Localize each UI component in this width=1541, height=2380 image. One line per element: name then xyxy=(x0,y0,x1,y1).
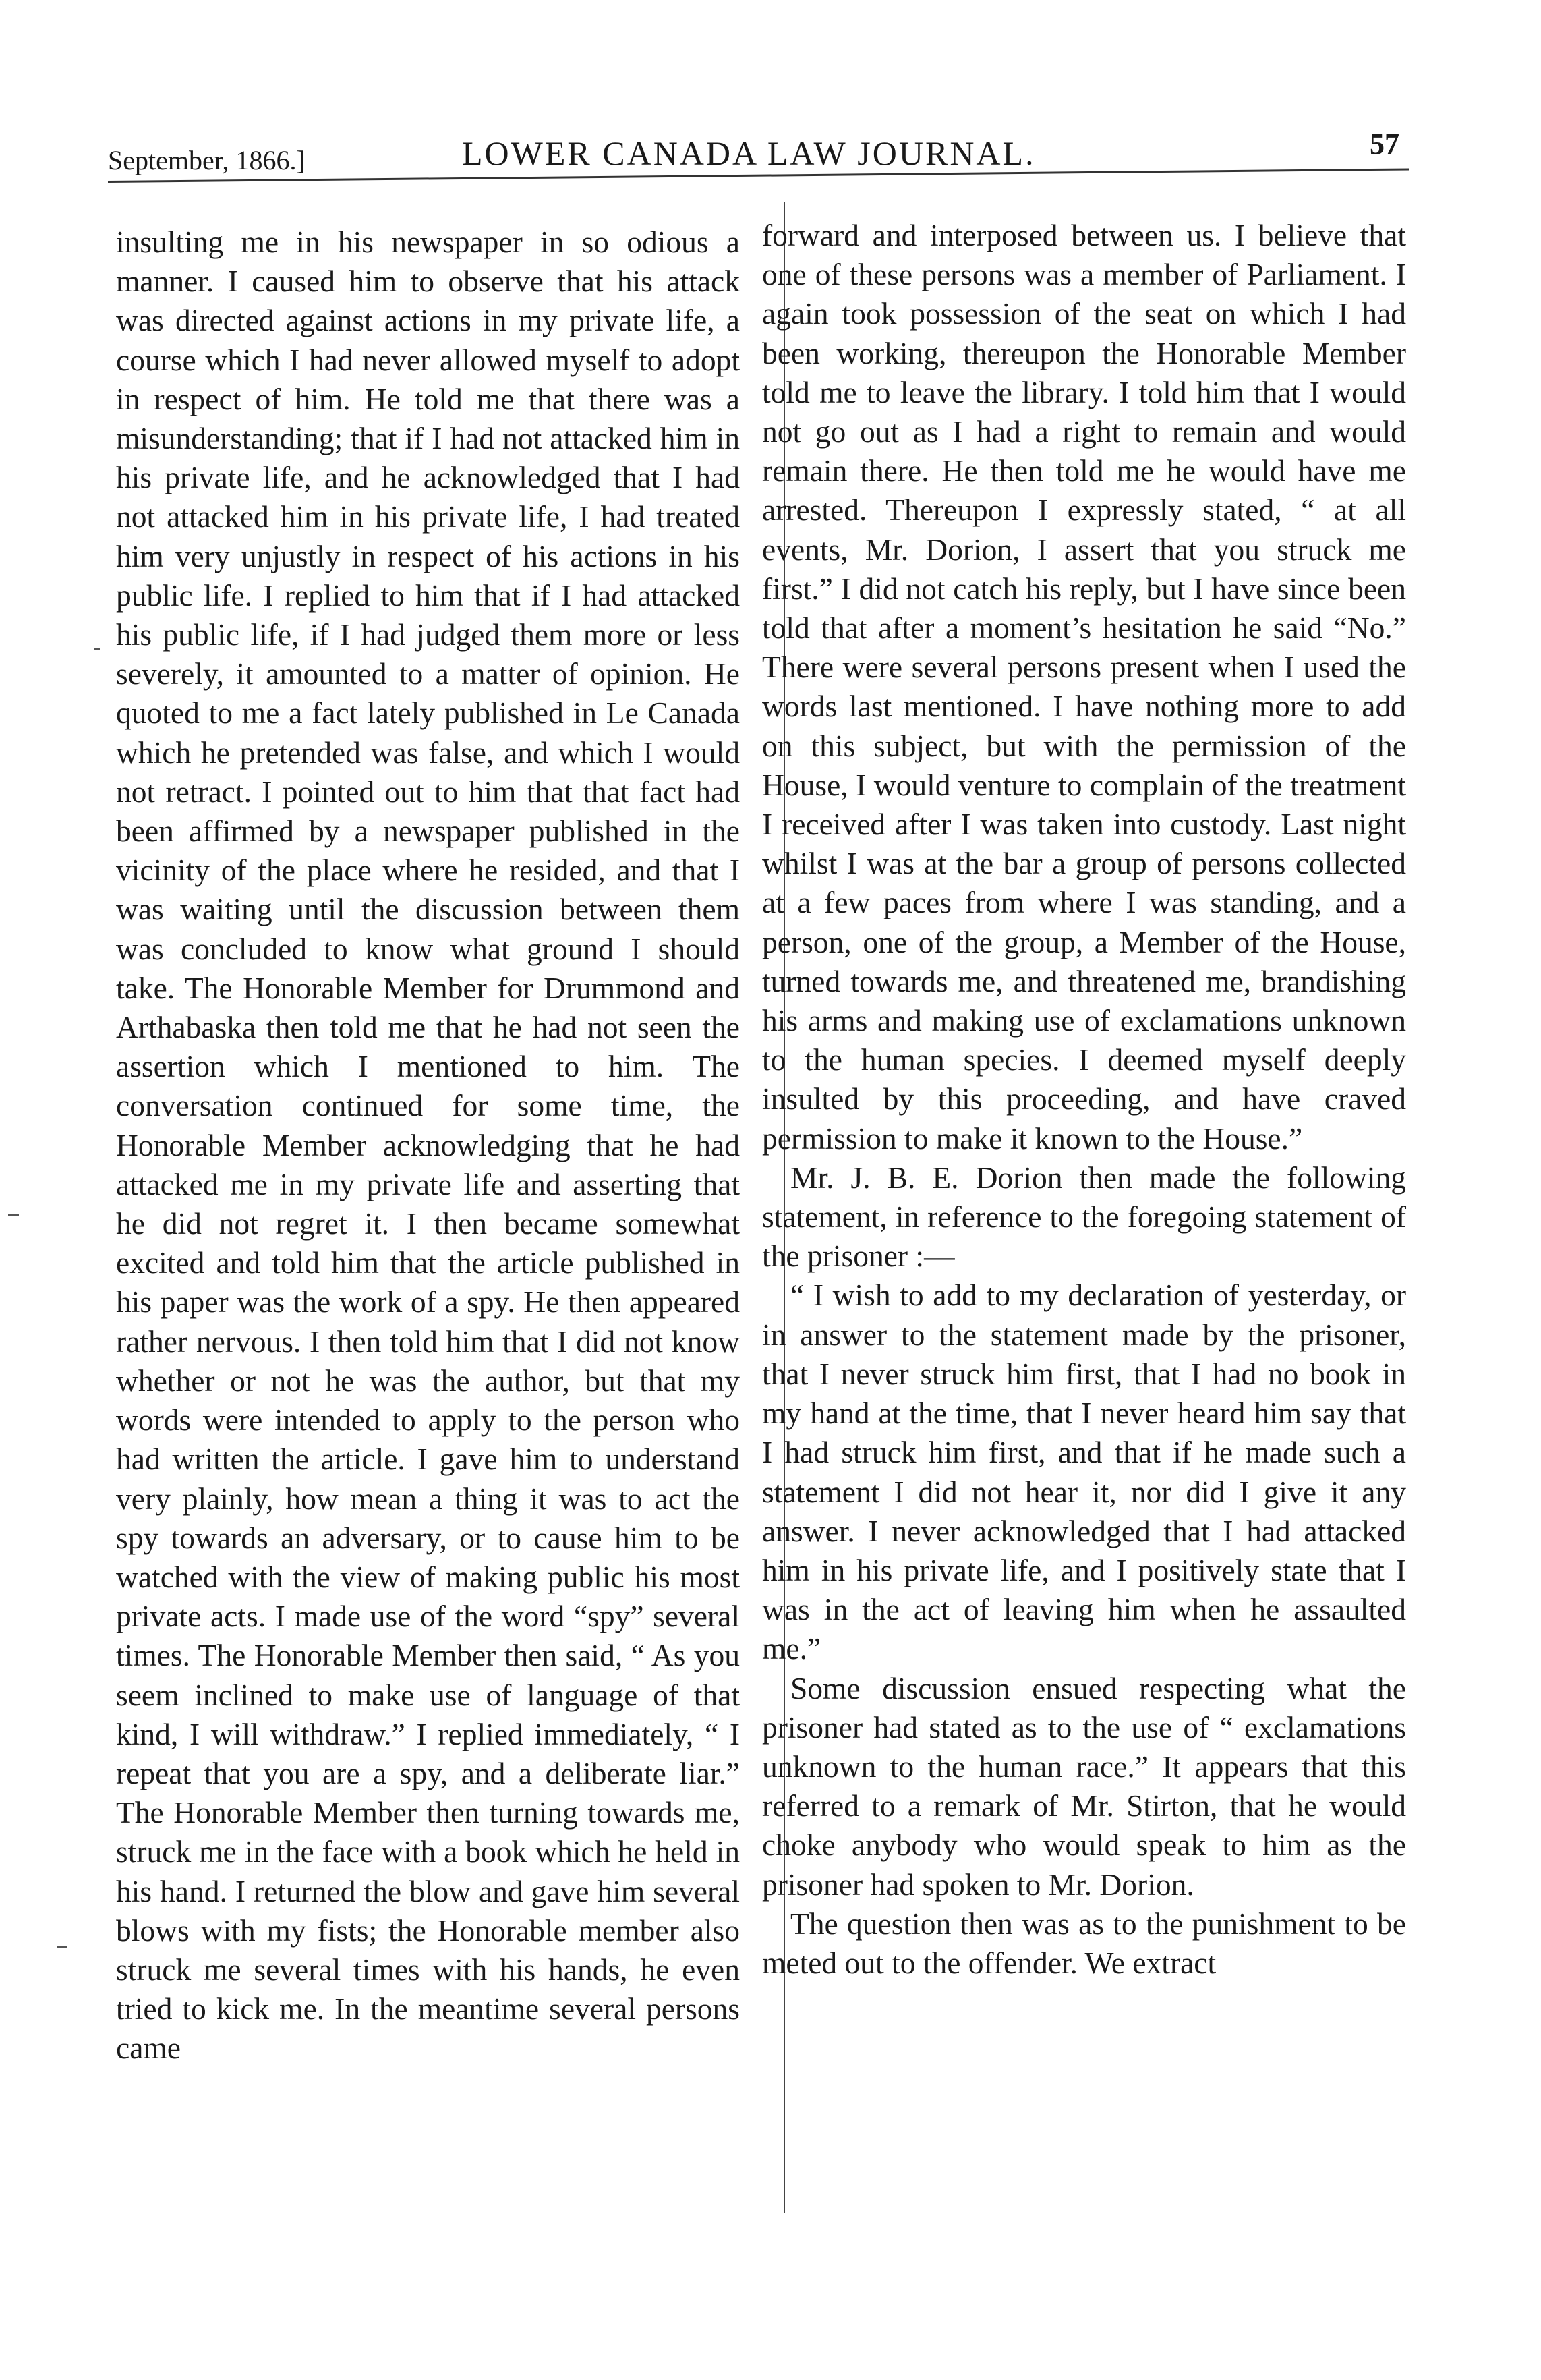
right-paragraph-1: forward and interposed between us. I believe that one of these persons was a member of Parliament. I again took possession of the seat on which I had been working, thereupon the Honorable Member told me to leave the library. I told him that I would not go out as I had a right to remain and would remain there. He then told me he would have me arrested. Thereupon I expressly stated, “ at all events, Mr. Dorion, I assert that you struck me first.” I did not catch his reply, but I have since been told that after a moment’s hesitation he said “No.” There were several persons present when I used the words last mentioned. I have nothing more to add on this subject, but with the permission of the House, I would venture to complain of the treatment I received after I was taken into custody. Last night whilst I was at the bar a group of persons collected at a few paces from where I was standing, and a person, one of the group, a Member of the House, turned towards me, and threatened me, brandishing his arms and making use of exclamations unknown to the human species. I deemed myself deeply insulted by this proceeding, and have craved permission to make it known to the House.” xyxy=(762,218,1406,1156)
margin-mark xyxy=(57,1946,67,1948)
right-paragraph-2: Mr. J. B. E. Dorion then made the following statement, in reference to the foregoing statement of the prisoner :— xyxy=(762,1160,1406,1274)
left-paragraph-1: insulting me in his newspaper in so odious a manner. I caused him to observe that his attack was directed against actions in my private life, a course which I had never allowed myself to adopt in respect of him. He told me that there was a misunderstanding; that if I had not attacked him in his private life, and he acknowledged that I had not attacked him in his private life, I had treated him very unjustly in respect of his actions in his public life. I replied to him that if I had attacked his public life, if I had judged them more or less severely, it amounted to a matter of opinion. He quoted to me a fact lately published in Le Canada which he pretended was false, and which I would not retract. I pointed out to him that that fact had been affirmed by a newspaper published in the vicinity of the place where he resided, and that I was waiting until the discussion between them was concluded to know what ground I should take. The Honorable Member for Drummond and Arthabaska then told me that he had not seen the assertion which I mentioned to him. The conversation continued for some time, the Honorable Member acknowledging that he had attacked me in my private life and asserting that he did not regret it. I then became somewhat excited and told him that the article published in his paper was the work of a spy. He then appeared rather nervous. I then told him that I did not know whether or not he was the author, but that my words were intended to apply to the person who had written the article. I gave him to understand very plainly, how mean a thing it was to act the spy towards an adversary, or to cause him to be watched with the view of making public his most private acts. I made use of the word “spy” several times. The Honorable Member then said, “ As you seem inclined to make use of language of that kind, I will withdraw.” I replied immediately, “ I repeat that you are a spy, and a deliberate liar.” The Honorable Member then turning towards me, struck me in the face with a book which he held in his hand. I returned the blow and gave him several blows with my fists; the Honorable member also struck me several times with his hands, he even tried to kick me. In the meantime several persons came xyxy=(116,225,740,2066)
right-paragraph-3: “ I wish to add to my declaration of yesterday, or in answer to the statement made by the prisoner, that I never struck him first, that I had no book in my hand at the time, that I never heard him say that I had struck him first, and that if he made such a statement I did not hear it, nor did I give it any answer. I never acknowledged that I had attacked him in his private life, and I positively state that I was in the act of leaving him when he assaulted me.” xyxy=(762,1278,1406,1666)
page-header xyxy=(108,127,1413,181)
header-date: September, 1866.] xyxy=(108,145,306,175)
right-column xyxy=(762,216,1406,1983)
margin-mark xyxy=(94,648,100,650)
page-number: 57 xyxy=(1370,128,1399,161)
journal-title: LOWER CANADA LAW JOURNAL. xyxy=(462,134,1036,172)
right-paragraph-5: The question then was as to the punishment to be meted out to the offender. We extract xyxy=(762,1906,1406,1980)
left-column xyxy=(116,223,740,2068)
margin-mark xyxy=(8,1214,19,1216)
right-paragraph-4: Some discussion ensued respecting what the prisoner had stated as to the use of “ exclamations unknown to the human race.” It appears that this referred to a remark of Mr. Stirton, that he would choke anybody who would speak to him as the prisoner had spoken to Mr. Dorion. xyxy=(762,1670,1406,1902)
